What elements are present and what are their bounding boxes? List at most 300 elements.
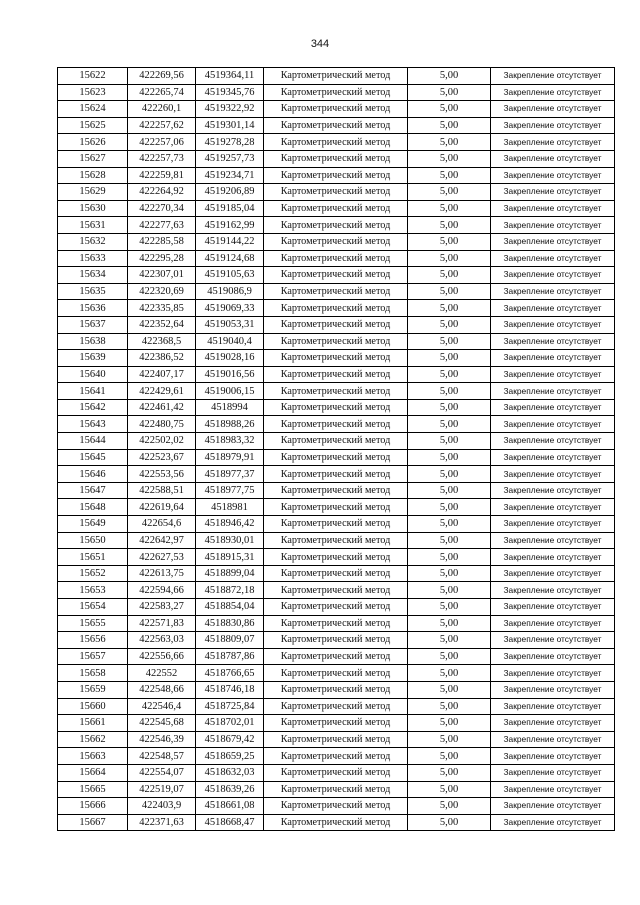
- table-row: [58, 101, 615, 118]
- accuracy-cell: 5,00: [408, 681, 491, 698]
- fixation-cell: Закрепление отсутствует: [491, 300, 615, 317]
- fixation-cell: Закрепление отсутствует: [491, 565, 615, 582]
- fixation-cell: Закрепление отсутствует: [491, 267, 615, 284]
- point-number-cell: 15656: [58, 632, 128, 649]
- table-row: [58, 200, 615, 217]
- y-coordinate-cell: 4518872,18: [196, 582, 264, 599]
- method-cell: Картометрический метод: [264, 466, 408, 483]
- x-coordinate-cell: 422371,63: [128, 814, 196, 831]
- method-cell: Картометрический метод: [264, 532, 408, 549]
- y-coordinate-cell: 4518725,84: [196, 698, 264, 715]
- fixation-cell: Закрепление отсутствует: [491, 615, 615, 632]
- x-coordinate-cell: 422642,97: [128, 532, 196, 549]
- x-coordinate-cell: 422548,66: [128, 681, 196, 698]
- fixation-cell: Закрепление отсутствует: [491, 101, 615, 118]
- accuracy-cell: 5,00: [408, 665, 491, 682]
- table-row: [58, 748, 615, 765]
- table-row: [58, 250, 615, 267]
- fixation-cell: Закрепление отсутствует: [491, 516, 615, 533]
- y-coordinate-cell: 4518994: [196, 399, 264, 416]
- y-coordinate-cell: 4518977,37: [196, 466, 264, 483]
- method-cell: Картометрический метод: [264, 632, 408, 649]
- accuracy-cell: 5,00: [408, 549, 491, 566]
- table-row: [58, 68, 615, 85]
- method-cell: Картометрический метод: [264, 68, 408, 85]
- fixation-cell: Закрепление отсутствует: [491, 416, 615, 433]
- method-cell: Картометрический метод: [264, 383, 408, 400]
- y-coordinate-cell: 4518746,18: [196, 681, 264, 698]
- point-number-cell: 15658: [58, 665, 128, 682]
- fixation-cell: Закрепление отсутствует: [491, 748, 615, 765]
- fixation-cell: Закрепление отсутствует: [491, 648, 615, 665]
- table-row: [58, 433, 615, 450]
- point-number-cell: 15653: [58, 582, 128, 599]
- point-number-cell: 15659: [58, 681, 128, 698]
- accuracy-cell: 5,00: [408, 366, 491, 383]
- x-coordinate-cell: 422259,81: [128, 167, 196, 184]
- table-row: [58, 316, 615, 333]
- accuracy-cell: 5,00: [408, 731, 491, 748]
- table-row: [58, 715, 615, 732]
- y-coordinate-cell: 4519105,63: [196, 267, 264, 284]
- accuracy-cell: 5,00: [408, 134, 491, 151]
- point-number-cell: 15629: [58, 184, 128, 201]
- y-coordinate-cell: 4519301,14: [196, 117, 264, 134]
- y-coordinate-cell: 4519069,33: [196, 300, 264, 317]
- point-number-cell: 15644: [58, 433, 128, 450]
- y-coordinate-cell: 4519016,56: [196, 366, 264, 383]
- table-row: [58, 516, 615, 533]
- x-coordinate-cell: 422546,4: [128, 698, 196, 715]
- accuracy-cell: 5,00: [408, 499, 491, 516]
- accuracy-cell: 5,00: [408, 117, 491, 134]
- y-coordinate-cell: 4518854,04: [196, 599, 264, 616]
- table-row: [58, 615, 615, 632]
- method-cell: Картометрический метод: [264, 516, 408, 533]
- fixation-cell: Закрепление отсутствует: [491, 200, 615, 217]
- y-coordinate-cell: 4518659,25: [196, 748, 264, 765]
- table-row: [58, 416, 615, 433]
- x-coordinate-cell: 422295,28: [128, 250, 196, 267]
- fixation-cell: Закрепление отсутствует: [491, 150, 615, 167]
- method-cell: Картометрический метод: [264, 764, 408, 781]
- method-cell: Картометрический метод: [264, 416, 408, 433]
- method-cell: Картометрический метод: [264, 482, 408, 499]
- table-row: [58, 366, 615, 383]
- table-row: [58, 814, 615, 831]
- x-coordinate-cell: 422546,39: [128, 731, 196, 748]
- x-coordinate-cell: 422480,75: [128, 416, 196, 433]
- x-coordinate-cell: 422264,92: [128, 184, 196, 201]
- accuracy-cell: 5,00: [408, 184, 491, 201]
- fixation-cell: Закрепление отсутствует: [491, 350, 615, 367]
- x-coordinate-cell: 422265,74: [128, 84, 196, 101]
- x-coordinate-cell: 422270,34: [128, 200, 196, 217]
- accuracy-cell: 5,00: [408, 516, 491, 533]
- table-row: [58, 482, 615, 499]
- method-cell: Картометрический метод: [264, 798, 408, 815]
- x-coordinate-cell: 422553,56: [128, 466, 196, 483]
- y-coordinate-cell: 4519257,73: [196, 150, 264, 167]
- table-row: [58, 499, 615, 516]
- method-cell: Картометрический метод: [264, 499, 408, 516]
- fixation-cell: Закрепление отсутствует: [491, 665, 615, 682]
- accuracy-cell: 5,00: [408, 150, 491, 167]
- accuracy-cell: 5,00: [408, 814, 491, 831]
- y-coordinate-cell: 4519345,76: [196, 84, 264, 101]
- method-cell: Картометрический метод: [264, 150, 408, 167]
- table-row: [58, 582, 615, 599]
- y-coordinate-cell: 4519234,71: [196, 167, 264, 184]
- point-number-cell: 15645: [58, 449, 128, 466]
- x-coordinate-cell: 422519,07: [128, 781, 196, 798]
- x-coordinate-cell: 422285,58: [128, 233, 196, 250]
- table-row: [58, 764, 615, 781]
- y-coordinate-cell: 4518787,86: [196, 648, 264, 665]
- method-cell: Картометрический метод: [264, 333, 408, 350]
- point-number-cell: 15646: [58, 466, 128, 483]
- table-row: [58, 798, 615, 815]
- y-coordinate-cell: 4519278,28: [196, 134, 264, 151]
- point-number-cell: 15651: [58, 549, 128, 566]
- x-coordinate-cell: 422613,75: [128, 565, 196, 582]
- fixation-cell: Закрепление отсутствует: [491, 283, 615, 300]
- accuracy-cell: 5,00: [408, 615, 491, 632]
- x-coordinate-cell: 422257,73: [128, 150, 196, 167]
- point-number-cell: 15637: [58, 316, 128, 333]
- table-row: [58, 134, 615, 151]
- x-coordinate-cell: 422627,53: [128, 549, 196, 566]
- coordinates-table: [57, 67, 615, 831]
- table-row: [58, 565, 615, 582]
- x-coordinate-cell: 422320,69: [128, 283, 196, 300]
- point-number-cell: 15647: [58, 482, 128, 499]
- method-cell: Картометрический метод: [264, 781, 408, 798]
- table-row: [58, 599, 615, 616]
- fixation-cell: Закрепление отсутствует: [491, 781, 615, 798]
- method-cell: Картометрический метод: [264, 117, 408, 134]
- y-coordinate-cell: 4518977,75: [196, 482, 264, 499]
- method-cell: Картометрический метод: [264, 84, 408, 101]
- y-coordinate-cell: 4519144,22: [196, 233, 264, 250]
- accuracy-cell: 5,00: [408, 449, 491, 466]
- y-coordinate-cell: 4519185,04: [196, 200, 264, 217]
- point-number-cell: 15636: [58, 300, 128, 317]
- x-coordinate-cell: 422554,07: [128, 764, 196, 781]
- point-number-cell: 15664: [58, 764, 128, 781]
- table-row: [58, 333, 615, 350]
- x-coordinate-cell: 422257,06: [128, 134, 196, 151]
- table-row: [58, 731, 615, 748]
- x-coordinate-cell: 422461,42: [128, 399, 196, 416]
- method-cell: Картометрический метод: [264, 200, 408, 217]
- table-row: [58, 466, 615, 483]
- x-coordinate-cell: 422548,57: [128, 748, 196, 765]
- method-cell: Картометрический метод: [264, 250, 408, 267]
- method-cell: Картометрический метод: [264, 814, 408, 831]
- point-number-cell: 15622: [58, 68, 128, 85]
- y-coordinate-cell: 4519162,99: [196, 217, 264, 234]
- method-cell: Картометрический метод: [264, 599, 408, 616]
- accuracy-cell: 5,00: [408, 565, 491, 582]
- method-cell: Картометрический метод: [264, 582, 408, 599]
- x-coordinate-cell: 422583,27: [128, 599, 196, 616]
- fixation-cell: Закрепление отсутствует: [491, 316, 615, 333]
- method-cell: Картометрический метод: [264, 134, 408, 151]
- point-number-cell: 15663: [58, 748, 128, 765]
- fixation-cell: Закрепление отсутствует: [491, 715, 615, 732]
- x-coordinate-cell: 422502,02: [128, 433, 196, 450]
- x-coordinate-cell: 422563,03: [128, 632, 196, 649]
- method-cell: Картометрический метод: [264, 167, 408, 184]
- accuracy-cell: 5,00: [408, 333, 491, 350]
- point-number-cell: 15666: [58, 798, 128, 815]
- y-coordinate-cell: 4518988,26: [196, 416, 264, 433]
- y-coordinate-cell: 4518946,42: [196, 516, 264, 533]
- accuracy-cell: 5,00: [408, 599, 491, 616]
- method-cell: Картометрический метод: [264, 615, 408, 632]
- x-coordinate-cell: 422654,6: [128, 516, 196, 533]
- y-coordinate-cell: 4519322,92: [196, 101, 264, 118]
- x-coordinate-cell: 422545,68: [128, 715, 196, 732]
- accuracy-cell: 5,00: [408, 217, 491, 234]
- accuracy-cell: 5,00: [408, 433, 491, 450]
- x-coordinate-cell: 422269,56: [128, 68, 196, 85]
- fixation-cell: Закрепление отсутствует: [491, 366, 615, 383]
- fixation-cell: Закрепление отсутствует: [491, 599, 615, 616]
- x-coordinate-cell: 422260,1: [128, 101, 196, 118]
- x-coordinate-cell: 422386,52: [128, 350, 196, 367]
- method-cell: Картометрический метод: [264, 731, 408, 748]
- fixation-cell: Закрепление отсутствует: [491, 184, 615, 201]
- fixation-cell: Закрепление отсутствует: [491, 233, 615, 250]
- table-row: [58, 350, 615, 367]
- table-row: [58, 117, 615, 134]
- x-coordinate-cell: 422619,64: [128, 499, 196, 516]
- method-cell: Картометрический метод: [264, 233, 408, 250]
- point-number-cell: 15641: [58, 383, 128, 400]
- y-coordinate-cell: 4519053,31: [196, 316, 264, 333]
- accuracy-cell: 5,00: [408, 798, 491, 815]
- method-cell: Картометрический метод: [264, 300, 408, 317]
- fixation-cell: Закрепление отсутствует: [491, 383, 615, 400]
- point-number-cell: 15626: [58, 134, 128, 151]
- point-number-cell: 15632: [58, 233, 128, 250]
- table-row: [58, 233, 615, 250]
- fixation-cell: Закрепление отсутствует: [491, 250, 615, 267]
- fixation-cell: Закрепление отсутствует: [491, 814, 615, 831]
- fixation-cell: Закрепление отсутствует: [491, 68, 615, 85]
- method-cell: Картометрический метод: [264, 748, 408, 765]
- point-number-cell: 15665: [58, 781, 128, 798]
- accuracy-cell: 5,00: [408, 250, 491, 267]
- method-cell: Картометрический метод: [264, 433, 408, 450]
- y-coordinate-cell: 4519040,4: [196, 333, 264, 350]
- table-row: [58, 383, 615, 400]
- method-cell: Картометрический метод: [264, 184, 408, 201]
- point-number-cell: 15624: [58, 101, 128, 118]
- point-number-cell: 15630: [58, 200, 128, 217]
- x-coordinate-cell: 422257,62: [128, 117, 196, 134]
- y-coordinate-cell: 4518899,04: [196, 565, 264, 582]
- point-number-cell: 15660: [58, 698, 128, 715]
- x-coordinate-cell: 422403,9: [128, 798, 196, 815]
- y-coordinate-cell: 4518632,03: [196, 764, 264, 781]
- method-cell: Картометрический метод: [264, 565, 408, 582]
- fixation-cell: Закрепление отсутствует: [491, 217, 615, 234]
- table-row: [58, 781, 615, 798]
- point-number-cell: 15627: [58, 150, 128, 167]
- y-coordinate-cell: 4518930,01: [196, 532, 264, 549]
- accuracy-cell: 5,00: [408, 101, 491, 118]
- y-coordinate-cell: 4518661,08: [196, 798, 264, 815]
- table-row: [58, 549, 615, 566]
- x-coordinate-cell: 422407,17: [128, 366, 196, 383]
- method-cell: Картометрический метод: [264, 648, 408, 665]
- y-coordinate-cell: 4519006,15: [196, 383, 264, 400]
- table-row: [58, 532, 615, 549]
- fixation-cell: Закрепление отсутствует: [491, 499, 615, 516]
- table-row: [58, 665, 615, 682]
- x-coordinate-cell: 422429,61: [128, 383, 196, 400]
- y-coordinate-cell: 4518809,07: [196, 632, 264, 649]
- point-number-cell: 15650: [58, 532, 128, 549]
- fixation-cell: Закрепление отсутствует: [491, 798, 615, 815]
- fixation-cell: Закрепление отсутствует: [491, 698, 615, 715]
- x-coordinate-cell: 422523,67: [128, 449, 196, 466]
- y-coordinate-cell: 4519364,11: [196, 68, 264, 85]
- x-coordinate-cell: 422368,5: [128, 333, 196, 350]
- fixation-cell: Закрепление отсутствует: [491, 764, 615, 781]
- point-number-cell: 15640: [58, 366, 128, 383]
- accuracy-cell: 5,00: [408, 283, 491, 300]
- table-row: [58, 167, 615, 184]
- point-number-cell: 15642: [58, 399, 128, 416]
- y-coordinate-cell: 4518981: [196, 499, 264, 516]
- method-cell: Картометрический метод: [264, 350, 408, 367]
- table-row: [58, 84, 615, 101]
- accuracy-cell: 5,00: [408, 748, 491, 765]
- x-coordinate-cell: 422352,64: [128, 316, 196, 333]
- accuracy-cell: 5,00: [408, 648, 491, 665]
- table-row: [58, 184, 615, 201]
- table-row: [58, 217, 615, 234]
- y-coordinate-cell: 4518915,31: [196, 549, 264, 566]
- fixation-cell: Закрепление отсутствует: [491, 399, 615, 416]
- point-number-cell: 15634: [58, 267, 128, 284]
- fixation-cell: Закрепление отсутствует: [491, 117, 615, 134]
- accuracy-cell: 5,00: [408, 532, 491, 549]
- accuracy-cell: 5,00: [408, 350, 491, 367]
- accuracy-cell: 5,00: [408, 300, 491, 317]
- fixation-cell: Закрепление отсутствует: [491, 582, 615, 599]
- fixation-cell: Закрепление отсутствует: [491, 134, 615, 151]
- accuracy-cell: 5,00: [408, 383, 491, 400]
- point-number-cell: 15633: [58, 250, 128, 267]
- fixation-cell: Закрепление отсутствует: [491, 681, 615, 698]
- table-row: [58, 449, 615, 466]
- table-body: [58, 68, 615, 831]
- point-number-cell: 15654: [58, 599, 128, 616]
- point-number-cell: 15623: [58, 84, 128, 101]
- accuracy-cell: 5,00: [408, 715, 491, 732]
- fixation-cell: Закрепление отсутствует: [491, 731, 615, 748]
- point-number-cell: 15657: [58, 648, 128, 665]
- method-cell: Картометрический метод: [264, 399, 408, 416]
- accuracy-cell: 5,00: [408, 267, 491, 284]
- y-coordinate-cell: 4518639,26: [196, 781, 264, 798]
- point-number-cell: 15643: [58, 416, 128, 433]
- x-coordinate-cell: 422588,51: [128, 482, 196, 499]
- accuracy-cell: 5,00: [408, 482, 491, 499]
- method-cell: Картометрический метод: [264, 715, 408, 732]
- x-coordinate-cell: 422594,66: [128, 582, 196, 599]
- y-coordinate-cell: 4519124,68: [196, 250, 264, 267]
- fixation-cell: Закрепление отсутствует: [491, 549, 615, 566]
- accuracy-cell: 5,00: [408, 632, 491, 649]
- point-number-cell: 15655: [58, 615, 128, 632]
- accuracy-cell: 5,00: [408, 68, 491, 85]
- fixation-cell: Закрепление отсутствует: [491, 466, 615, 483]
- x-coordinate-cell: 422335,85: [128, 300, 196, 317]
- fixation-cell: Закрепление отсутствует: [491, 632, 615, 649]
- method-cell: Картометрический метод: [264, 267, 408, 284]
- point-number-cell: 15652: [58, 565, 128, 582]
- table-row: [58, 632, 615, 649]
- y-coordinate-cell: 4518983,32: [196, 433, 264, 450]
- point-number-cell: 15649: [58, 516, 128, 533]
- method-cell: Картометрический метод: [264, 101, 408, 118]
- accuracy-cell: 5,00: [408, 764, 491, 781]
- accuracy-cell: 5,00: [408, 316, 491, 333]
- accuracy-cell: 5,00: [408, 233, 491, 250]
- fixation-cell: Закрепление отсутствует: [491, 84, 615, 101]
- fixation-cell: Закрепление отсутствует: [491, 449, 615, 466]
- accuracy-cell: 5,00: [408, 582, 491, 599]
- accuracy-cell: 5,00: [408, 84, 491, 101]
- point-number-cell: 15638: [58, 333, 128, 350]
- accuracy-cell: 5,00: [408, 200, 491, 217]
- method-cell: Картометрический метод: [264, 366, 408, 383]
- point-number-cell: 15667: [58, 814, 128, 831]
- table-row: [58, 300, 615, 317]
- table-row: [58, 283, 615, 300]
- y-coordinate-cell: 4518702,01: [196, 715, 264, 732]
- table-row: [58, 698, 615, 715]
- fixation-cell: Закрепление отсутствует: [491, 433, 615, 450]
- x-coordinate-cell: 422556,66: [128, 648, 196, 665]
- point-number-cell: 15662: [58, 731, 128, 748]
- table-row: [58, 399, 615, 416]
- table-row: [58, 267, 615, 284]
- y-coordinate-cell: 4518668,47: [196, 814, 264, 831]
- table-row: [58, 150, 615, 167]
- page-number: 344: [310, 38, 330, 50]
- accuracy-cell: 5,00: [408, 167, 491, 184]
- method-cell: Картометрический метод: [264, 316, 408, 333]
- point-number-cell: 15639: [58, 350, 128, 367]
- point-number-cell: 15648: [58, 499, 128, 516]
- accuracy-cell: 5,00: [408, 781, 491, 798]
- x-coordinate-cell: 422571,83: [128, 615, 196, 632]
- accuracy-cell: 5,00: [408, 399, 491, 416]
- method-cell: Картометрический метод: [264, 549, 408, 566]
- accuracy-cell: 5,00: [408, 698, 491, 715]
- method-cell: Картометрический метод: [264, 217, 408, 234]
- accuracy-cell: 5,00: [408, 466, 491, 483]
- table-row: [58, 681, 615, 698]
- y-coordinate-cell: 4519028,16: [196, 350, 264, 367]
